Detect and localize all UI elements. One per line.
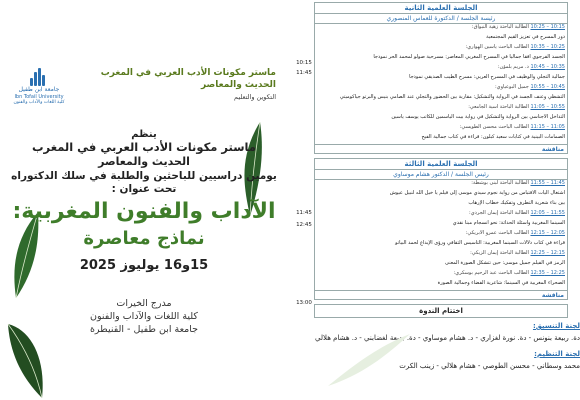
coordination-members: دة. ربيعة بنونس - دة. نورة لغزاري - د. هشام موساوي - دة. بديعة لغضابني - د. هشام هلالي [315, 334, 580, 342]
session3-discussion: مناقشة [315, 290, 567, 300]
talk-speaker: الطالبة الباحثة زهية النبواق: [471, 24, 531, 30]
talk-row [315, 220, 567, 230]
organizer-line-3: الحديث والمعاصر [98, 155, 190, 168]
logo-faculty: كلية اللغات والآداب والفنون [13, 100, 65, 105]
talk-time: 10:55 – 11:05 [530, 104, 565, 110]
venue-line-2: كلية اللغات والآداب والفنون [90, 311, 198, 322]
talk-row [315, 104, 567, 114]
talk-row [315, 54, 567, 64]
session2-time-end: 11:45 [296, 70, 312, 76]
talk-time: 12:15 – 12:25 [530, 250, 565, 256]
session3-time-start: 11:45 [296, 210, 312, 216]
talk-row [315, 210, 567, 220]
talk-time: 10:15 – 10:25 [530, 24, 565, 30]
talk-time: 10:45 – 10:55 [530, 84, 565, 90]
talk-speaker: الطالب الباحث عبد الرحيم بوسكري: [453, 270, 531, 276]
session2-time-start: 10:15 [296, 60, 312, 66]
closing-time: 13:00 [296, 300, 312, 306]
organization-label: لجنة التنظيم: [534, 350, 580, 358]
talk-row [315, 134, 567, 144]
talk-speaker: الطالبة الباحثة أسية الجامعي: [468, 104, 531, 110]
talk-row [315, 190, 567, 200]
event-date: 15و16 يوليوز 2025 [79, 258, 209, 273]
talk-row [315, 64, 567, 74]
feather-watermark-icon [324, 330, 414, 390]
talk-title: قراءة في كتاب دلالات السينما المغربية: التأسيس الثقافي ورؤى الإبداع لحمد البياتو [395, 240, 565, 246]
talk-row [315, 34, 567, 44]
talk-speaker: جميل البوعياوي: [494, 84, 531, 90]
talk-row [315, 270, 567, 280]
session3-talks [315, 180, 567, 290]
talk-title: التداخل الأجناسي بين الرواية والتشكيل في رواية بيت الياسمين للكاتب يوسف ياسين [391, 114, 565, 120]
talk-time: 11:55 – 12:05 [530, 210, 565, 216]
talk-speaker: د. مريم بلمؤن: [497, 64, 531, 70]
talk-title: السينما المغربية وأسئلة الحداثة: نحو انسجام مبنا نقدي [452, 220, 565, 226]
session2-discussion: مناقشة [315, 144, 567, 154]
talk-title: الصحراء المغربية في السينما: شاعرية الفضاء وجمالية الصورة [437, 280, 565, 286]
organizer-line-4: يومين دراسيين للباحثين والطلبة في سلك الدكتوراه [11, 170, 277, 182]
university-logo [8, 68, 70, 106]
lab-line-3: التكوين والتعليم [234, 93, 276, 101]
talk-speaker: الطالب الباحث ياسين الهواري: [465, 44, 531, 50]
organizer-line-5: تحت عنوان : [111, 183, 177, 195]
talk-time: 10:35 – 10:45 [530, 64, 565, 70]
talk-speaker: الطالب الباحث عمرو الأبريكي: [465, 230, 531, 236]
talk-time: 12:05 – 12:15 [530, 230, 565, 236]
talk-row [315, 280, 567, 290]
talk-title: الجسد الفرجوي أفقاً جمالياً في المسرح المغربي المعاصر: مسرحية صولو لمحمد الحر نموذجاً [373, 54, 565, 60]
talk-title: التشظي وعنف الجسد في الرواية والتشكيل: مقاربة بين الحضور والتجلي عند الصامي بنيس والبرتو جياكوميتي [339, 94, 565, 100]
talk-row [315, 74, 567, 84]
organizer-intro: ينظم [131, 129, 157, 140]
poster-panel [0, 0, 288, 400]
coordination-label: لجنة التنسيق: [532, 322, 580, 330]
logo-icon [30, 68, 44, 86]
talk-row [315, 240, 567, 250]
talk-row [315, 250, 567, 260]
talk-row [315, 200, 567, 210]
session2-box [314, 2, 568, 154]
talk-time: 11:05 – 11:15 [530, 124, 565, 130]
lab-line-1: ماستر مكونات الأدب العربي في المغرب [100, 68, 276, 78]
program-panel [294, 0, 580, 400]
organizer-line-2: ماستر مكونات الأدب العربي في المغرب [32, 140, 256, 154]
session3-chair: رئيس الجلسة / الدكتور هشام موساوي [315, 170, 567, 180]
event-title-line-1: الآداب والفنون المغربية: [12, 199, 276, 224]
talk-row [315, 24, 567, 34]
session3-title: الجلسة العلمية الثالثة [315, 159, 567, 170]
logo-name-en: Ibn Tofail University [14, 94, 64, 100]
venue-line-3: جامعة ابن طفيل - القنيطرة [89, 324, 199, 335]
closing-row: اختتام الندوة [314, 304, 568, 318]
talk-time: 11:45 – 11:55 [530, 180, 565, 186]
talk-title: جمالية التجلي والوظيف في المسرح العربي: مسرح الطيب الصديقي نموذجاً [409, 74, 565, 80]
session2-chair: رئيسة الجلسة / الدكتورة للعماس المنصوري [315, 14, 567, 24]
venue-line-1: مدرج الخيرات [116, 298, 172, 309]
talk-time: 12:25 – 12:35 [530, 270, 565, 276]
session3-box [314, 158, 568, 300]
talk-row [315, 44, 567, 54]
talk-title: دور المسرح في تعزيز القيم المجتمعية [486, 34, 565, 40]
event-title-line-2: نماذج معاصرة [83, 228, 205, 249]
lab-line-2: الحديث والمعاصر [200, 80, 276, 90]
talk-title: الرمز في الفيلم جميل موسى: حين تتشكل الصورة المعنى [445, 260, 565, 266]
talk-title: اشتغال آليات الاقتباس من رواية نجوم سيدي موسى إلى فيلم يا خيل الله لنبيل عيوش [389, 190, 565, 196]
session2-title: الجلسة العلمية الثانية [315, 3, 567, 14]
talk-time: 10:25 – 10:35 [530, 44, 565, 50]
session2-talks [315, 24, 567, 144]
session3-time-end: 12:45 [296, 222, 312, 228]
talk-row [315, 180, 567, 190]
organization-members: محمد وسطاني - محسن الطوصي - هشام هلالي - زينب الكرت [399, 362, 580, 370]
talk-row [315, 84, 567, 94]
talk-row [315, 124, 567, 134]
talk-title: بين بناء شعرية التطرف وتفكيك خطاب الإرهاب [468, 200, 565, 206]
logo-name-ar: جامعة ابن طفيل [18, 86, 60, 93]
talk-row [315, 94, 567, 104]
talk-speaker: الطالب الباحث محسن الطويسي: [459, 124, 531, 130]
talk-row [315, 260, 567, 270]
talk-row [315, 114, 567, 124]
talk-speaker: الطالبة الباحثة لبنى بوشطة: [471, 180, 531, 186]
talk-row [315, 230, 567, 240]
talk-title: الصمامات البينية في كتابات سعيد كبلون: قراءة في كتاب جمالية الفيح [421, 134, 565, 140]
talk-speaker: الطالبة الباحثة إيمان الجردي: [469, 210, 531, 216]
talk-speaker: الطالبة الباحثة إيمان الزيكي: [470, 250, 531, 256]
